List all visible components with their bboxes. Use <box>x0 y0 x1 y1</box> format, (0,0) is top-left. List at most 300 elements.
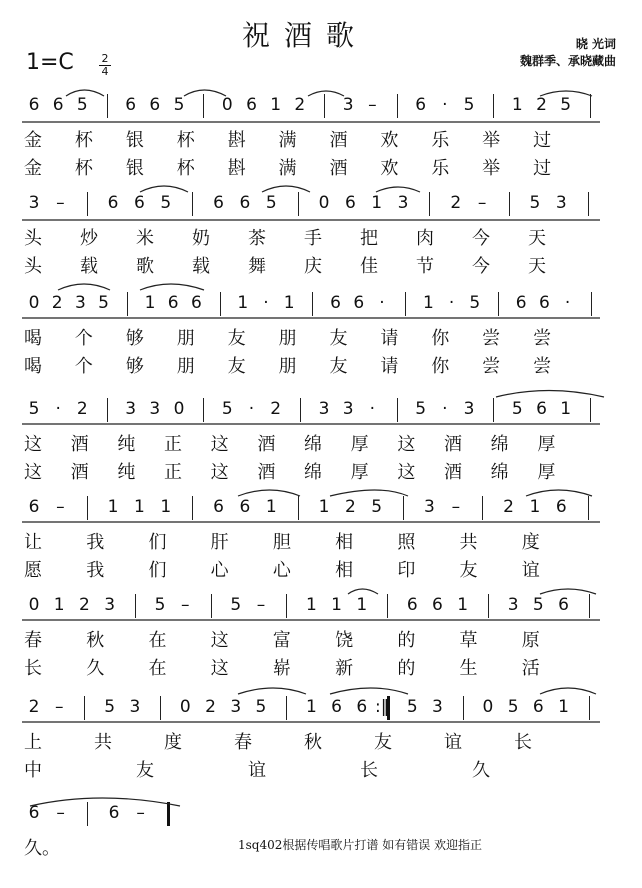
lyric-syllable: 的 <box>397 630 416 651</box>
bar-line <box>397 94 398 118</box>
lyric-syllable: 的 <box>397 658 416 679</box>
repeat-bar-line <box>167 802 170 826</box>
lyric-syllable: 友 <box>227 328 246 349</box>
lyric-syllable: 春 <box>24 630 42 651</box>
lyric-verse-2 <box>14 756 614 780</box>
lyric-syllable: 朋 <box>176 356 195 377</box>
note: 6 <box>356 697 368 717</box>
lyric-syllable: 在 <box>148 658 167 679</box>
note: 6 <box>415 95 427 115</box>
note: 5 <box>28 399 40 419</box>
note: 5 <box>230 595 242 615</box>
lyricist-credit: 晓 光词 <box>575 37 616 51</box>
lyric-syllable: 新 <box>335 658 354 679</box>
bar-line <box>211 594 212 618</box>
bar-line <box>493 398 494 422</box>
lyric-syllable: 饶 <box>335 630 354 651</box>
note: 3 <box>432 697 443 717</box>
note: 6 <box>536 399 547 419</box>
lyric-syllable: 舞 <box>248 256 266 277</box>
lyric-syllable: 愿 <box>24 560 42 581</box>
lyric-syllable: 今 <box>472 256 490 277</box>
note: 2 <box>294 95 306 115</box>
lyric-syllable: 绵 <box>304 434 322 455</box>
note: 6 <box>28 95 40 115</box>
notation-line <box>24 190 616 216</box>
note: 1 <box>305 595 317 615</box>
lyric-syllable: 今 <box>472 228 490 249</box>
note: 3 <box>125 399 137 419</box>
lyric-syllable: 节 <box>416 256 434 277</box>
note: · <box>442 399 448 419</box>
note: 1 <box>160 497 172 517</box>
lyric-syllable: 纯 <box>117 462 136 483</box>
bar-line <box>429 192 430 216</box>
lyric-syllable: 头 <box>24 256 42 277</box>
note: 3 <box>397 193 409 213</box>
lyric-syllable: 秋 <box>304 732 322 753</box>
lyric-syllable: 满 <box>278 158 297 179</box>
note: 6 <box>125 95 137 115</box>
note: 3 <box>74 293 86 313</box>
note: 1 <box>270 95 282 115</box>
lyric-syllable: 银 <box>125 130 144 151</box>
lyric-syllable: 原 <box>521 630 540 651</box>
bar-line <box>403 496 404 520</box>
note: 6 <box>555 497 567 517</box>
note: 1 <box>558 697 569 717</box>
note: 6 <box>239 497 251 517</box>
bar-line <box>87 802 88 826</box>
lyric-verse-2 <box>14 654 614 678</box>
bar-line <box>588 192 589 216</box>
note: 5 <box>529 193 541 213</box>
lyric-syllable: 个 <box>74 356 93 377</box>
lyric-syllable: 友 <box>227 356 246 377</box>
lyric-syllable: 欢 <box>380 158 399 179</box>
lyric-syllable: 举 <box>482 130 501 151</box>
bar-line <box>482 496 483 520</box>
lyric-syllable: 天 <box>528 256 546 277</box>
note: 5 <box>507 697 519 717</box>
note: 3 <box>507 595 519 615</box>
bar-line <box>588 496 589 520</box>
lyric-syllable: 久 <box>86 658 105 679</box>
note: 3 <box>318 399 330 419</box>
note: – <box>256 595 266 615</box>
bar-line <box>312 292 313 316</box>
note: 6 <box>107 193 119 213</box>
lyric-syllable: 照 <box>397 532 416 553</box>
note: 0 <box>28 293 40 313</box>
lyric-syllable: 奶 <box>192 228 210 249</box>
note: 6 <box>406 595 418 615</box>
bar-line <box>135 594 136 618</box>
lyric-syllable: 相 <box>335 560 354 581</box>
note: 1 <box>265 497 277 517</box>
note: 5 <box>415 399 427 419</box>
note: 5 <box>406 697 418 717</box>
note: 3 <box>424 497 435 517</box>
lyric-syllable: 酒 <box>257 462 276 483</box>
lyric-syllable: 肉 <box>416 228 434 249</box>
note: 1 <box>134 497 145 517</box>
lyric-syllable: 印 <box>397 560 416 581</box>
lyric-syllable: 谊 <box>521 560 540 581</box>
lyric-syllable: 相 <box>335 532 354 553</box>
note: · <box>448 293 455 313</box>
lyric-syllable: 银 <box>125 158 144 179</box>
note: 6 <box>331 697 342 717</box>
lyric-syllable: 朋 <box>176 328 195 349</box>
lyric-syllable: 共 <box>94 732 112 753</box>
lyric-syllable: 共 <box>459 532 478 553</box>
note: 5 <box>221 399 233 419</box>
bar-line <box>590 398 591 422</box>
lyric-syllable: 喝 <box>24 356 42 377</box>
lyric-syllable: 友 <box>329 356 348 377</box>
note: 2 <box>28 697 40 717</box>
lyric-syllable: 乐 <box>431 130 450 151</box>
note: – <box>56 497 65 517</box>
note: 6 <box>213 497 224 517</box>
credits <box>520 36 616 70</box>
bar-line <box>127 292 128 316</box>
note: – <box>181 595 190 615</box>
note: 1 <box>283 293 295 313</box>
lyric-verse-1 <box>14 528 614 552</box>
note: 5 <box>463 95 475 115</box>
lyric-syllable: 友 <box>329 328 348 349</box>
lyric-syllable: 厚 <box>350 462 369 483</box>
note: 6 <box>558 595 569 615</box>
lyric-verse-1 <box>14 430 614 454</box>
bar-line <box>192 496 193 520</box>
lyric-syllable: 金 <box>24 130 42 151</box>
lyric-syllable: 度 <box>521 532 540 553</box>
lyric-syllable: 茶 <box>248 228 266 249</box>
lyric-syllable: 这 <box>24 434 42 455</box>
lyric-syllable: 厚 <box>537 462 556 483</box>
key-signature: 1=C <box>26 50 74 75</box>
lyric-syllable: 手 <box>304 228 322 249</box>
lyric-syllable: 欢 <box>380 130 399 151</box>
bar-line <box>589 594 590 618</box>
lyric-syllable: 活 <box>521 658 540 679</box>
note: 2 <box>205 697 216 717</box>
note: 6 <box>28 803 40 823</box>
notation-line <box>24 800 616 826</box>
note: 5 <box>265 193 277 213</box>
note: 2 <box>503 497 514 517</box>
bar-line <box>203 398 204 422</box>
lyric-syllable: 在 <box>148 630 167 651</box>
note: · <box>379 293 385 313</box>
lyric-syllable: 酒 <box>329 158 348 179</box>
lyric-syllable: 请 <box>380 328 399 349</box>
note: · <box>248 399 255 419</box>
note: 0 <box>318 193 330 213</box>
bar-line <box>87 496 88 520</box>
note: 0 <box>221 95 233 115</box>
note: 3 <box>129 697 141 717</box>
note: – <box>56 803 65 823</box>
note: 5 <box>154 595 166 615</box>
lyric-syllable: 歌 <box>136 256 154 277</box>
lyric-syllable: 杯 <box>176 130 195 151</box>
note: 6 <box>353 293 365 313</box>
note: 5 <box>469 293 481 313</box>
note: 3 <box>230 697 242 717</box>
lyric-syllable: 杯 <box>74 130 93 151</box>
lyric-syllable: 长 <box>24 658 42 679</box>
lyric-syllable: 天 <box>528 228 546 249</box>
bar-line <box>220 292 221 316</box>
bar-line <box>405 292 406 316</box>
note: 6 <box>432 595 443 615</box>
lyric-syllable: 胆 <box>272 532 291 553</box>
lyric-syllable: 久 <box>472 760 490 781</box>
lyric-verse-1 <box>14 224 614 248</box>
song-title: 祝酒歌 <box>241 19 368 52</box>
lyric-syllable: 肝 <box>210 532 229 553</box>
lyric-syllable: 上 <box>24 732 42 753</box>
time-signature <box>99 54 111 77</box>
lyric-syllable: 尝 <box>533 356 552 377</box>
note: 5 <box>371 497 383 517</box>
lyric-verse-2 <box>14 154 614 178</box>
notation-line <box>24 694 616 720</box>
bar-line <box>387 594 388 618</box>
bar-line <box>324 94 325 118</box>
time-signature-top: 2 <box>101 52 109 65</box>
lyric-syllable: 正 <box>164 462 182 483</box>
composer-credit: 魏群季、承晓藏曲 <box>519 54 616 68</box>
bar-line <box>498 292 499 316</box>
lyric-syllable: 绵 <box>490 462 509 483</box>
note: 0 <box>28 595 40 615</box>
lyric-syllable: 金 <box>24 158 42 179</box>
lyric-syllable: 富 <box>272 630 291 651</box>
lyric-syllable: 谊 <box>444 732 462 753</box>
lyric-verse-1 <box>14 626 614 650</box>
note: – <box>368 95 377 115</box>
lyric-syllable: 酒 <box>257 434 276 455</box>
note: 6 <box>538 293 550 313</box>
note: 6 <box>246 95 257 115</box>
bar-line <box>397 398 398 422</box>
bar-line <box>590 94 591 118</box>
note: · <box>442 95 448 115</box>
note: 1 <box>107 497 119 517</box>
note: 6 <box>52 95 64 115</box>
note: 3 <box>463 399 475 419</box>
note: 6 <box>515 293 527 313</box>
lyric-syllable: 炒 <box>80 228 98 249</box>
note: 2 <box>51 293 63 313</box>
note: 3 <box>149 399 161 419</box>
lyric-syllable: 杯 <box>74 158 93 179</box>
bar-line <box>493 94 494 118</box>
bar-line <box>463 696 464 720</box>
lyric-syllable: 朋 <box>278 356 297 377</box>
note: 6 <box>532 697 544 717</box>
lyric-syllable: 米 <box>136 228 154 249</box>
lyric-syllable: 我 <box>86 532 105 553</box>
bar-line <box>107 94 108 118</box>
repeat-sign: :‖ <box>375 697 390 717</box>
lyric-syllable: 让 <box>24 532 42 553</box>
note: 2 <box>450 193 462 213</box>
note: 6 <box>239 193 251 213</box>
note: · <box>263 293 269 313</box>
note: 1 <box>457 595 469 615</box>
note: 1 <box>529 497 541 517</box>
lyric-syllable: 斟 <box>227 130 246 151</box>
lyric-syllable: 过 <box>533 130 552 151</box>
note: 5 <box>173 95 185 115</box>
note: 1 <box>422 293 434 313</box>
lyric-syllable: 杯 <box>176 158 195 179</box>
note: 1 <box>53 595 65 615</box>
bar-line <box>591 292 592 316</box>
bar-line <box>298 496 299 520</box>
note: 5 <box>560 95 572 115</box>
lyric-syllable: 草 <box>459 630 478 651</box>
lyric-syllable: 生 <box>459 658 478 679</box>
notation-line <box>24 396 616 422</box>
note: 3 <box>342 399 354 419</box>
lyric-syllable: 纯 <box>117 434 136 455</box>
lyric-verse-2 <box>14 556 614 580</box>
lyric-syllable: 过 <box>533 158 552 179</box>
note: 1 <box>511 95 523 115</box>
lyric-syllable: 友 <box>136 760 154 781</box>
bar-line <box>509 192 510 216</box>
lyric-syllable: 尝 <box>482 328 501 349</box>
note: 6 <box>167 293 179 313</box>
lyric-syllable: 中 <box>24 760 42 781</box>
note: · <box>55 399 61 419</box>
lyric-syllable: 长 <box>360 760 378 781</box>
lyric-syllable: 秋 <box>86 630 105 651</box>
lyric-syllable: 度 <box>164 732 182 753</box>
lyric-syllable: 酒 <box>329 130 348 151</box>
lyric-syllable: 谊 <box>248 760 266 781</box>
notation-line <box>24 592 616 618</box>
note: 6 <box>344 193 356 213</box>
lyric-syllable: 酒 <box>444 434 462 455</box>
lyric-syllable: 头 <box>24 228 42 249</box>
bar-line <box>298 192 299 216</box>
bar-line <box>300 398 301 422</box>
note: – <box>477 193 487 213</box>
note: 6 <box>108 803 120 823</box>
lyric-syllable: 这 <box>397 462 416 483</box>
lyric-verse-1 <box>14 126 614 150</box>
lyric-syllable: 们 <box>148 532 167 553</box>
lyric-syllable: 这 <box>210 630 229 651</box>
lyric-syllable: 春 <box>234 732 252 753</box>
time-signature-bottom: 4 <box>101 65 109 78</box>
lyric-syllable: 厚 <box>350 434 369 455</box>
note: 5 <box>255 697 267 717</box>
lyric-syllable: 够 <box>125 356 144 377</box>
bar-line <box>488 594 489 618</box>
bar-line <box>160 696 161 720</box>
lyric-syllable: 尝 <box>533 328 552 349</box>
lyric-syllable: 这 <box>210 462 229 483</box>
lyric-syllable: 朋 <box>278 328 297 349</box>
note: · <box>369 399 376 419</box>
lyric-syllable: 心 <box>210 560 229 581</box>
note: – <box>136 803 145 823</box>
notation-line <box>24 290 616 316</box>
note: 6 <box>134 193 145 213</box>
lyric-verse-1 <box>14 728 614 752</box>
note: 2 <box>76 399 88 419</box>
note: 2 <box>344 497 356 517</box>
note: · <box>564 293 571 313</box>
note: 6 <box>330 293 341 313</box>
lyric-syllable: 这 <box>397 434 416 455</box>
note: 6 <box>149 95 161 115</box>
lyric-syllable: 心 <box>272 560 291 581</box>
lyric-syllable: 酒 <box>444 462 462 483</box>
lyric-syllable: 载 <box>80 256 98 277</box>
note: 1 <box>237 293 249 313</box>
bar-line <box>107 398 108 422</box>
note: 1 <box>356 595 368 615</box>
bar-line <box>286 594 287 618</box>
lyric-syllable: 乐 <box>431 158 450 179</box>
note: 3 <box>342 95 354 115</box>
note: 5 <box>532 595 544 615</box>
bar-line <box>192 192 193 216</box>
lyric-syllable: 厚 <box>537 434 556 455</box>
note: – <box>54 697 64 717</box>
note: 5 <box>160 193 172 213</box>
lyric-syllable: 绵 <box>304 462 322 483</box>
note: 3 <box>28 193 40 213</box>
lyric-verse-2 <box>14 252 614 276</box>
bar-line <box>84 696 85 720</box>
notation-line <box>24 92 616 118</box>
lyric-syllable: 酒 <box>70 462 89 483</box>
lyric-syllable: 这 <box>210 434 229 455</box>
lyric-syllable: 载 <box>192 256 210 277</box>
note: 1 <box>318 497 330 517</box>
lyric-syllable: 长 <box>514 732 532 753</box>
note: 5 <box>104 697 116 717</box>
lyric-syllable: 这 <box>210 658 229 679</box>
lyric-syllable: 把 <box>360 228 378 249</box>
bar-line <box>87 192 88 216</box>
note: 1 <box>305 697 317 717</box>
note: 1 <box>144 293 156 313</box>
lyric-verse-2 <box>14 352 614 376</box>
note: 1 <box>331 595 342 615</box>
lyric-verse-2 <box>14 458 614 482</box>
lyric-syllable: 这 <box>24 462 42 483</box>
lyric-syllable: 满 <box>278 130 297 151</box>
lyric-syllable: 庆 <box>304 256 322 277</box>
lyric-syllable: 绵 <box>490 434 509 455</box>
lyric-syllable: 喝 <box>24 328 42 349</box>
note: 5 <box>98 293 109 313</box>
note: 3 <box>555 193 567 213</box>
lyric-syllable: 斟 <box>227 158 246 179</box>
